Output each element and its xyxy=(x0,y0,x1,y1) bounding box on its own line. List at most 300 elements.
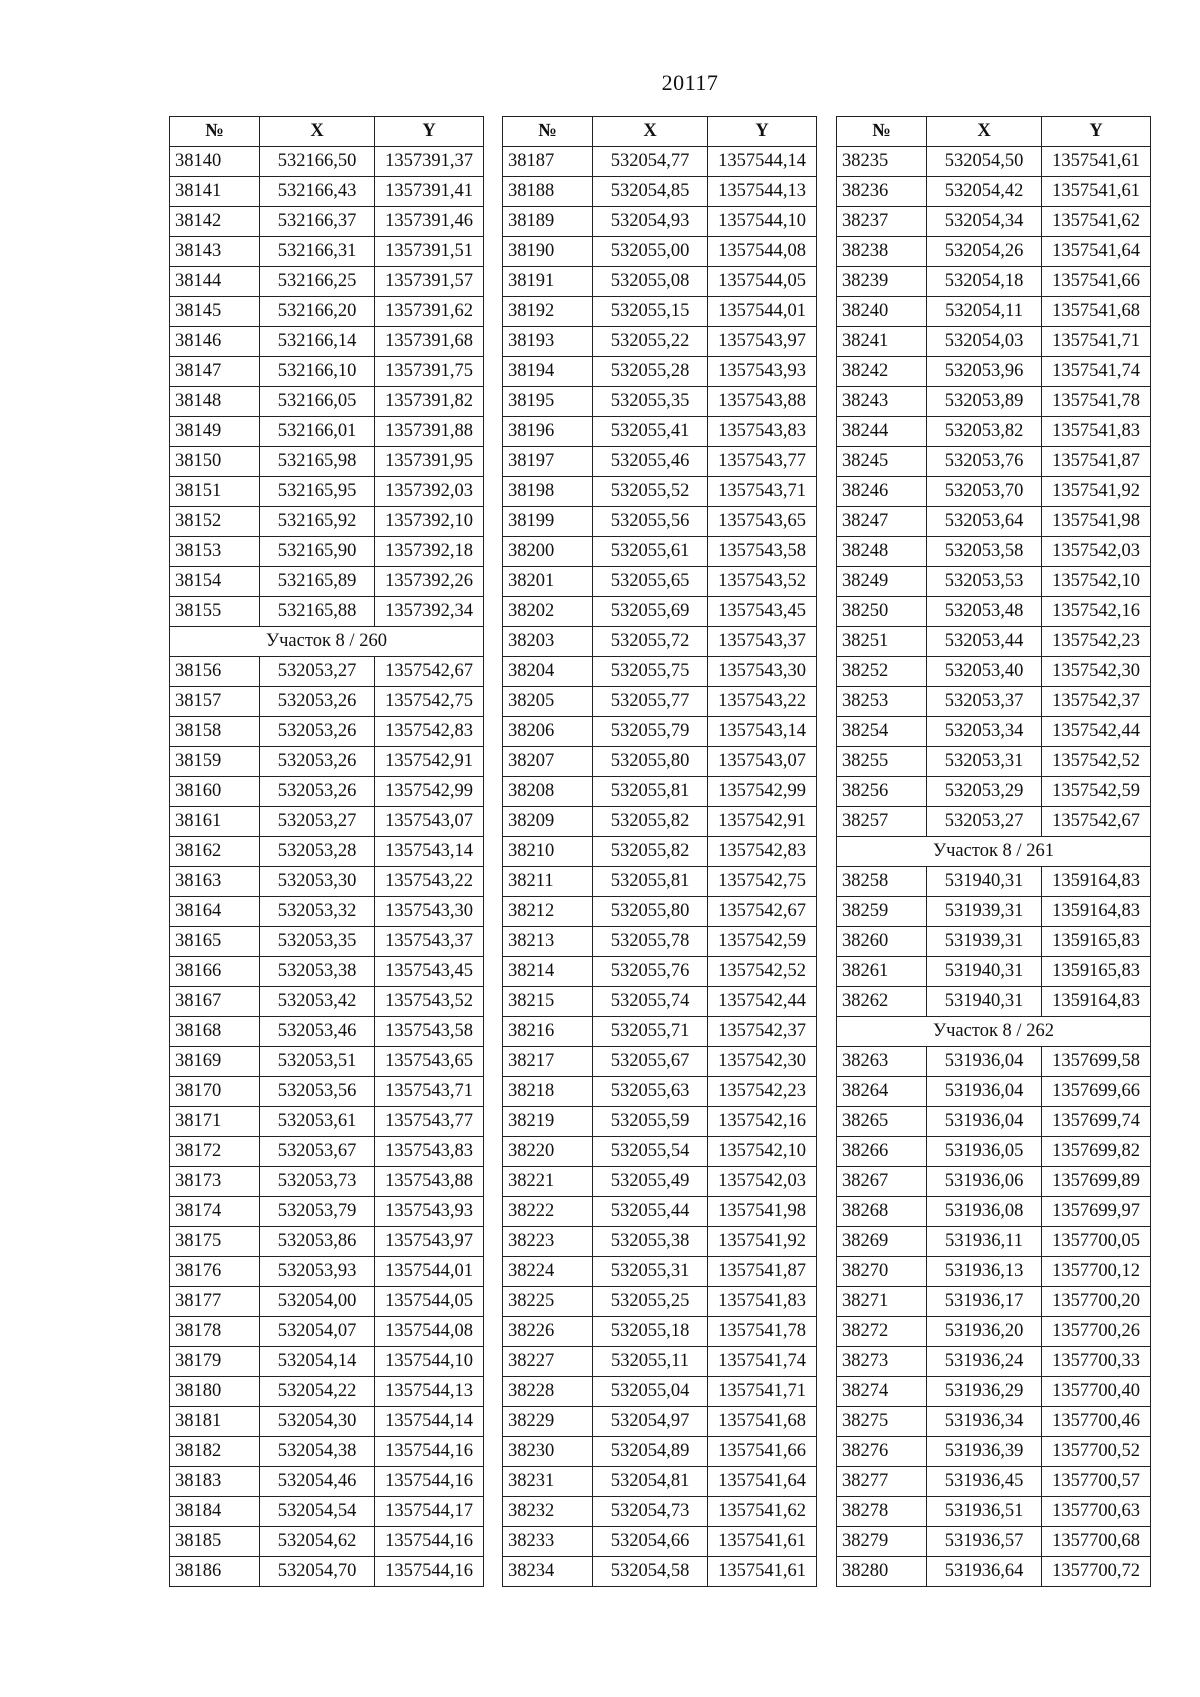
y-coordinate-cell: 1357392,18 xyxy=(375,537,484,567)
point-number-cell: 38167 xyxy=(170,987,260,1017)
table-row xyxy=(503,777,817,807)
y-coordinate-cell: 1357544,14 xyxy=(375,1407,484,1437)
y-coordinate-cell: 1357543,58 xyxy=(375,1017,484,1047)
x-coordinate-cell: 532053,51 xyxy=(260,1047,375,1077)
x-coordinate-cell: 532054,03 xyxy=(927,327,1042,357)
table-row xyxy=(837,207,1151,237)
x-coordinate-cell: 532053,70 xyxy=(927,477,1042,507)
x-coordinate-cell: 532054,50 xyxy=(927,147,1042,177)
x-coordinate-cell: 532055,79 xyxy=(593,717,708,747)
x-coordinate-cell: 532053,53 xyxy=(927,567,1042,597)
section-title: Участок 8 / 261 xyxy=(837,837,1151,867)
point-number-cell: 38204 xyxy=(503,657,593,687)
point-number-cell: 38211 xyxy=(503,867,593,897)
x-coordinate-cell: 532053,42 xyxy=(260,987,375,1017)
point-number-cell: 38158 xyxy=(170,717,260,747)
x-coordinate-cell: 532054,58 xyxy=(593,1557,708,1587)
table-row xyxy=(170,387,484,417)
y-coordinate-cell: 1357541,74 xyxy=(1042,357,1151,387)
section-row xyxy=(837,1017,1151,1047)
point-number-cell: 38237 xyxy=(837,207,927,237)
point-number-cell: 38169 xyxy=(170,1047,260,1077)
x-coordinate-cell: 532055,75 xyxy=(593,657,708,687)
y-coordinate-cell: 1357700,52 xyxy=(1042,1437,1151,1467)
point-number-cell: 38246 xyxy=(837,477,927,507)
y-coordinate-cell: 1357700,63 xyxy=(1042,1497,1151,1527)
x-coordinate-cell: 532055,41 xyxy=(593,417,708,447)
point-number-cell: 38229 xyxy=(503,1407,593,1437)
x-coordinate-cell: 532054,66 xyxy=(593,1527,708,1557)
point-number-cell: 38184 xyxy=(170,1497,260,1527)
point-number-cell: 38236 xyxy=(837,177,927,207)
y-coordinate-cell: 1357391,46 xyxy=(375,207,484,237)
table-row xyxy=(503,1407,817,1437)
point-number-cell: 38267 xyxy=(837,1167,927,1197)
y-coordinate-cell: 1357542,99 xyxy=(708,777,817,807)
y-coordinate-cell: 1357544,14 xyxy=(708,147,817,177)
x-coordinate-cell: 532166,43 xyxy=(260,177,375,207)
x-coordinate-cell: 532055,71 xyxy=(593,1017,708,1047)
x-coordinate-cell: 532165,95 xyxy=(260,477,375,507)
table-row xyxy=(503,1347,817,1377)
table-row xyxy=(837,987,1151,1017)
point-number-cell: 38243 xyxy=(837,387,927,417)
x-coordinate-cell: 532166,10 xyxy=(260,357,375,387)
y-coordinate-cell: 1357391,82 xyxy=(375,387,484,417)
y-coordinate-cell: 1357544,01 xyxy=(375,1257,484,1287)
table-row xyxy=(170,1347,484,1377)
x-coordinate-cell: 532166,05 xyxy=(260,387,375,417)
table-row xyxy=(837,1077,1151,1107)
table-row xyxy=(170,837,484,867)
y-coordinate-cell: 1357699,89 xyxy=(1042,1167,1151,1197)
table-row xyxy=(170,777,484,807)
y-coordinate-cell: 1357391,37 xyxy=(375,147,484,177)
y-coordinate-cell: 1357700,20 xyxy=(1042,1287,1151,1317)
point-number-cell: 38186 xyxy=(170,1557,260,1587)
y-coordinate-cell: 1357543,14 xyxy=(375,837,484,867)
point-number-cell: 38268 xyxy=(837,1197,927,1227)
table-row xyxy=(837,597,1151,627)
table-row xyxy=(837,237,1151,267)
coordinate-table-2 xyxy=(502,116,817,1587)
table-row xyxy=(170,1407,484,1437)
y-coordinate-cell: 1357542,67 xyxy=(1042,807,1151,837)
point-number-cell: 38254 xyxy=(837,717,927,747)
table-row xyxy=(170,1137,484,1167)
point-number-cell: 38230 xyxy=(503,1437,593,1467)
column-header-x: X xyxy=(260,117,375,147)
y-coordinate-cell: 1357541,62 xyxy=(708,1497,817,1527)
x-coordinate-cell: 532054,54 xyxy=(260,1497,375,1527)
point-number-cell: 38148 xyxy=(170,387,260,417)
point-number-cell: 38274 xyxy=(837,1377,927,1407)
point-number-cell: 38227 xyxy=(503,1347,593,1377)
table-row xyxy=(837,1557,1151,1587)
y-coordinate-cell: 1357544,01 xyxy=(708,297,817,327)
x-coordinate-cell: 531936,29 xyxy=(927,1377,1042,1407)
point-number-cell: 38240 xyxy=(837,297,927,327)
y-coordinate-cell: 1357543,22 xyxy=(708,687,817,717)
x-coordinate-cell: 532054,62 xyxy=(260,1527,375,1557)
table-row xyxy=(170,477,484,507)
y-coordinate-cell: 1357543,83 xyxy=(375,1137,484,1167)
point-number-cell: 38149 xyxy=(170,417,260,447)
table-row xyxy=(837,687,1151,717)
table-row xyxy=(503,537,817,567)
table-row xyxy=(837,1197,1151,1227)
x-coordinate-cell: 532165,98 xyxy=(260,447,375,477)
table-row xyxy=(170,1437,484,1467)
x-coordinate-cell: 531936,04 xyxy=(927,1077,1042,1107)
table-row xyxy=(837,1287,1151,1317)
column-header-y: Y xyxy=(1042,117,1151,147)
y-coordinate-cell: 1357391,95 xyxy=(375,447,484,477)
point-number-cell: 38228 xyxy=(503,1377,593,1407)
x-coordinate-cell: 532055,72 xyxy=(593,627,708,657)
point-number-cell: 38195 xyxy=(503,387,593,417)
table-row xyxy=(503,897,817,927)
y-coordinate-cell: 1357699,82 xyxy=(1042,1137,1151,1167)
point-number-cell: 38205 xyxy=(503,687,593,717)
y-coordinate-cell: 1357700,72 xyxy=(1042,1557,1151,1587)
point-number-cell: 38153 xyxy=(170,537,260,567)
y-coordinate-cell: 1357541,61 xyxy=(1042,147,1151,177)
table-row xyxy=(503,417,817,447)
point-number-cell: 38271 xyxy=(837,1287,927,1317)
table-row xyxy=(837,807,1151,837)
x-coordinate-cell: 531936,20 xyxy=(927,1317,1042,1347)
column-header-x: X xyxy=(927,117,1042,147)
y-coordinate-cell: 1357543,58 xyxy=(708,537,817,567)
table-row xyxy=(837,1227,1151,1257)
table-row xyxy=(837,1467,1151,1497)
table-row xyxy=(837,957,1151,987)
point-number-cell: 38151 xyxy=(170,477,260,507)
table-row xyxy=(170,1527,484,1557)
x-coordinate-cell: 532165,88 xyxy=(260,597,375,627)
point-number-cell: 38239 xyxy=(837,267,927,297)
point-number-cell: 38173 xyxy=(170,1167,260,1197)
table-row xyxy=(503,1047,817,1077)
x-coordinate-cell: 532055,69 xyxy=(593,597,708,627)
table-row xyxy=(170,597,484,627)
x-coordinate-cell: 532054,38 xyxy=(260,1437,375,1467)
y-coordinate-cell: 1357543,52 xyxy=(375,987,484,1017)
x-coordinate-cell: 531936,24 xyxy=(927,1347,1042,1377)
x-coordinate-cell: 532053,26 xyxy=(260,747,375,777)
table-row xyxy=(170,1497,484,1527)
y-coordinate-cell: 1357541,68 xyxy=(708,1407,817,1437)
x-coordinate-cell: 532055,49 xyxy=(593,1167,708,1197)
point-number-cell: 38223 xyxy=(503,1227,593,1257)
point-number-cell: 38214 xyxy=(503,957,593,987)
point-number-cell: 38170 xyxy=(170,1077,260,1107)
x-coordinate-cell: 531936,05 xyxy=(927,1137,1042,1167)
table-row xyxy=(170,957,484,987)
point-number-cell: 38219 xyxy=(503,1107,593,1137)
x-coordinate-cell: 532055,81 xyxy=(593,777,708,807)
section-row xyxy=(170,627,484,657)
point-number-cell: 38147 xyxy=(170,357,260,387)
point-number-cell: 38215 xyxy=(503,987,593,1017)
y-coordinate-cell: 1357700,68 xyxy=(1042,1527,1151,1557)
x-coordinate-cell: 532166,20 xyxy=(260,297,375,327)
y-coordinate-cell: 1357392,34 xyxy=(375,597,484,627)
y-coordinate-cell: 1357542,44 xyxy=(1042,717,1151,747)
point-number-cell: 38190 xyxy=(503,237,593,267)
x-coordinate-cell: 532053,56 xyxy=(260,1077,375,1107)
y-coordinate-cell: 1357541,74 xyxy=(708,1347,817,1377)
x-coordinate-cell: 532055,08 xyxy=(593,267,708,297)
y-coordinate-cell: 1357391,51 xyxy=(375,237,484,267)
x-coordinate-cell: 532054,34 xyxy=(927,207,1042,237)
table-row xyxy=(503,477,817,507)
table-row xyxy=(170,1107,484,1137)
table-row xyxy=(503,1287,817,1317)
x-coordinate-cell: 532054,26 xyxy=(927,237,1042,267)
point-number-cell: 38179 xyxy=(170,1347,260,1377)
x-coordinate-cell: 532054,30 xyxy=(260,1407,375,1437)
point-number-cell: 38152 xyxy=(170,507,260,537)
point-number-cell: 38192 xyxy=(503,297,593,327)
x-coordinate-cell: 531936,04 xyxy=(927,1047,1042,1077)
point-number-cell: 38154 xyxy=(170,567,260,597)
table-row xyxy=(503,1197,817,1227)
y-coordinate-cell: 1357541,66 xyxy=(1042,267,1151,297)
point-number-cell: 38249 xyxy=(837,567,927,597)
x-coordinate-cell: 532055,81 xyxy=(593,867,708,897)
y-coordinate-cell: 1357543,83 xyxy=(708,417,817,447)
table-row xyxy=(837,1167,1151,1197)
column-header-number: № xyxy=(837,117,927,147)
point-number-cell: 38212 xyxy=(503,897,593,927)
y-coordinate-cell: 1357699,74 xyxy=(1042,1107,1151,1137)
x-coordinate-cell: 532053,64 xyxy=(927,507,1042,537)
table-row xyxy=(837,387,1151,417)
point-number-cell: 38197 xyxy=(503,447,593,477)
table-row xyxy=(837,1377,1151,1407)
x-coordinate-cell: 532166,25 xyxy=(260,267,375,297)
x-coordinate-cell: 532055,11 xyxy=(593,1347,708,1377)
y-coordinate-cell: 1359165,83 xyxy=(1042,927,1151,957)
table-row xyxy=(837,777,1151,807)
point-number-cell: 38231 xyxy=(503,1467,593,1497)
point-number-cell: 38162 xyxy=(170,837,260,867)
point-number-cell: 38266 xyxy=(837,1137,927,1167)
table-row xyxy=(503,987,817,1017)
point-number-cell: 38183 xyxy=(170,1467,260,1497)
y-coordinate-cell: 1357544,16 xyxy=(375,1557,484,1587)
table-row xyxy=(503,1467,817,1497)
x-coordinate-cell: 532053,89 xyxy=(927,387,1042,417)
point-number-cell: 38238 xyxy=(837,237,927,267)
x-coordinate-cell: 532054,18 xyxy=(927,267,1042,297)
point-number-cell: 38224 xyxy=(503,1257,593,1287)
point-number-cell: 38163 xyxy=(170,867,260,897)
table-row xyxy=(503,1137,817,1167)
table-row xyxy=(170,897,484,927)
table-row xyxy=(503,207,817,237)
x-coordinate-cell: 532054,81 xyxy=(593,1467,708,1497)
x-coordinate-cell: 532165,92 xyxy=(260,507,375,537)
point-number-cell: 38166 xyxy=(170,957,260,987)
y-coordinate-cell: 1357391,88 xyxy=(375,417,484,447)
point-number-cell: 38140 xyxy=(170,147,260,177)
x-coordinate-cell: 532055,44 xyxy=(593,1197,708,1227)
x-coordinate-cell: 532053,29 xyxy=(927,777,1042,807)
table-row xyxy=(837,177,1151,207)
point-number-cell: 38141 xyxy=(170,177,260,207)
table-row xyxy=(170,417,484,447)
point-number-cell: 38189 xyxy=(503,207,593,237)
table-row xyxy=(170,147,484,177)
column-header-number: № xyxy=(170,117,260,147)
point-number-cell: 38235 xyxy=(837,147,927,177)
table-row xyxy=(503,1167,817,1197)
point-number-cell: 38142 xyxy=(170,207,260,237)
section-row xyxy=(837,837,1151,867)
x-coordinate-cell: 532053,27 xyxy=(927,807,1042,837)
table-row xyxy=(837,717,1151,747)
table-row xyxy=(503,357,817,387)
x-coordinate-cell: 532053,35 xyxy=(260,927,375,957)
point-number-cell: 38265 xyxy=(837,1107,927,1137)
x-coordinate-cell: 532054,97 xyxy=(593,1407,708,1437)
x-coordinate-cell: 532166,50 xyxy=(260,147,375,177)
x-coordinate-cell: 532054,93 xyxy=(593,207,708,237)
table-row xyxy=(170,1377,484,1407)
table-row xyxy=(503,657,817,687)
y-coordinate-cell: 1357699,97 xyxy=(1042,1197,1151,1227)
y-coordinate-cell: 1357543,71 xyxy=(708,477,817,507)
y-coordinate-cell: 1357542,91 xyxy=(708,807,817,837)
point-number-cell: 38253 xyxy=(837,687,927,717)
point-number-cell: 38171 xyxy=(170,1107,260,1137)
x-coordinate-cell: 532055,38 xyxy=(593,1227,708,1257)
y-coordinate-cell: 1357542,67 xyxy=(375,657,484,687)
table-row xyxy=(503,507,817,537)
table-row xyxy=(170,177,484,207)
x-coordinate-cell: 532054,00 xyxy=(260,1287,375,1317)
point-number-cell: 38275 xyxy=(837,1407,927,1437)
point-number-cell: 38255 xyxy=(837,747,927,777)
y-coordinate-cell: 1357544,16 xyxy=(375,1437,484,1467)
point-number-cell: 38196 xyxy=(503,417,593,447)
y-coordinate-cell: 1357391,68 xyxy=(375,327,484,357)
point-number-cell: 38221 xyxy=(503,1167,593,1197)
table-row xyxy=(503,1437,817,1467)
point-number-cell: 38187 xyxy=(503,147,593,177)
point-number-cell: 38270 xyxy=(837,1257,927,1287)
point-number-cell: 38208 xyxy=(503,777,593,807)
y-coordinate-cell: 1357699,58 xyxy=(1042,1047,1151,1077)
y-coordinate-cell: 1357541,64 xyxy=(708,1467,817,1497)
y-coordinate-cell: 1357542,03 xyxy=(1042,537,1151,567)
x-coordinate-cell: 532053,40 xyxy=(927,657,1042,687)
y-coordinate-cell: 1357543,77 xyxy=(375,1107,484,1137)
y-coordinate-cell: 1357392,10 xyxy=(375,507,484,537)
y-coordinate-cell: 1357541,64 xyxy=(1042,237,1151,267)
y-coordinate-cell: 1357544,17 xyxy=(375,1497,484,1527)
x-coordinate-cell: 531936,57 xyxy=(927,1527,1042,1557)
column-header-x: X xyxy=(593,117,708,147)
point-number-cell: 38210 xyxy=(503,837,593,867)
y-coordinate-cell: 1357543,65 xyxy=(708,507,817,537)
point-number-cell: 38206 xyxy=(503,717,593,747)
point-number-cell: 38200 xyxy=(503,537,593,567)
x-coordinate-cell: 532053,44 xyxy=(927,627,1042,657)
x-coordinate-cell: 531940,31 xyxy=(927,957,1042,987)
point-number-cell: 38188 xyxy=(503,177,593,207)
x-coordinate-cell: 532166,14 xyxy=(260,327,375,357)
y-coordinate-cell: 1357541,61 xyxy=(1042,177,1151,207)
point-number-cell: 38203 xyxy=(503,627,593,657)
y-coordinate-cell: 1357542,10 xyxy=(1042,567,1151,597)
y-coordinate-cell: 1357542,52 xyxy=(1042,747,1151,777)
table-row xyxy=(837,1107,1151,1137)
x-coordinate-cell: 532055,78 xyxy=(593,927,708,957)
table-row xyxy=(170,447,484,477)
y-coordinate-cell: 1357542,91 xyxy=(375,747,484,777)
table-row xyxy=(170,537,484,567)
table-row xyxy=(503,927,817,957)
table-row xyxy=(170,327,484,357)
point-number-cell: 38172 xyxy=(170,1137,260,1167)
x-coordinate-cell: 532055,82 xyxy=(593,807,708,837)
point-number-cell: 38234 xyxy=(503,1557,593,1587)
x-coordinate-cell: 532053,30 xyxy=(260,867,375,897)
table-row xyxy=(503,567,817,597)
y-coordinate-cell: 1357543,71 xyxy=(375,1077,484,1107)
point-number-cell: 38272 xyxy=(837,1317,927,1347)
y-coordinate-cell: 1357542,30 xyxy=(708,1047,817,1077)
table-row xyxy=(170,687,484,717)
point-number-cell: 38164 xyxy=(170,897,260,927)
x-coordinate-cell: 532055,46 xyxy=(593,447,708,477)
table-header-row xyxy=(170,117,484,147)
point-number-cell: 38193 xyxy=(503,327,593,357)
x-coordinate-cell: 532054,11 xyxy=(927,297,1042,327)
column-header-y: Y xyxy=(375,117,484,147)
point-number-cell: 38232 xyxy=(503,1497,593,1527)
y-coordinate-cell: 1357542,10 xyxy=(708,1137,817,1167)
y-coordinate-cell: 1357541,83 xyxy=(1042,417,1151,447)
x-coordinate-cell: 532054,73 xyxy=(593,1497,708,1527)
x-coordinate-cell: 532055,80 xyxy=(593,747,708,777)
x-coordinate-cell: 532166,01 xyxy=(260,417,375,447)
table-row xyxy=(170,657,484,687)
y-coordinate-cell: 1357544,08 xyxy=(375,1317,484,1347)
y-coordinate-cell: 1357541,71 xyxy=(1042,327,1151,357)
table-row xyxy=(170,1317,484,1347)
y-coordinate-cell: 1357544,13 xyxy=(375,1377,484,1407)
table-row xyxy=(837,1137,1151,1167)
table-row xyxy=(837,1527,1151,1557)
point-number-cell: 38150 xyxy=(170,447,260,477)
x-coordinate-cell: 531936,39 xyxy=(927,1437,1042,1467)
x-coordinate-cell: 531940,31 xyxy=(927,987,1042,1017)
table-row xyxy=(170,567,484,597)
table-row xyxy=(837,147,1151,177)
table-row xyxy=(837,357,1151,387)
y-coordinate-cell: 1357542,67 xyxy=(708,897,817,927)
point-number-cell: 38256 xyxy=(837,777,927,807)
y-coordinate-cell: 1357541,71 xyxy=(708,1377,817,1407)
table-row xyxy=(837,657,1151,687)
x-coordinate-cell: 532055,61 xyxy=(593,537,708,567)
table-row xyxy=(837,507,1151,537)
